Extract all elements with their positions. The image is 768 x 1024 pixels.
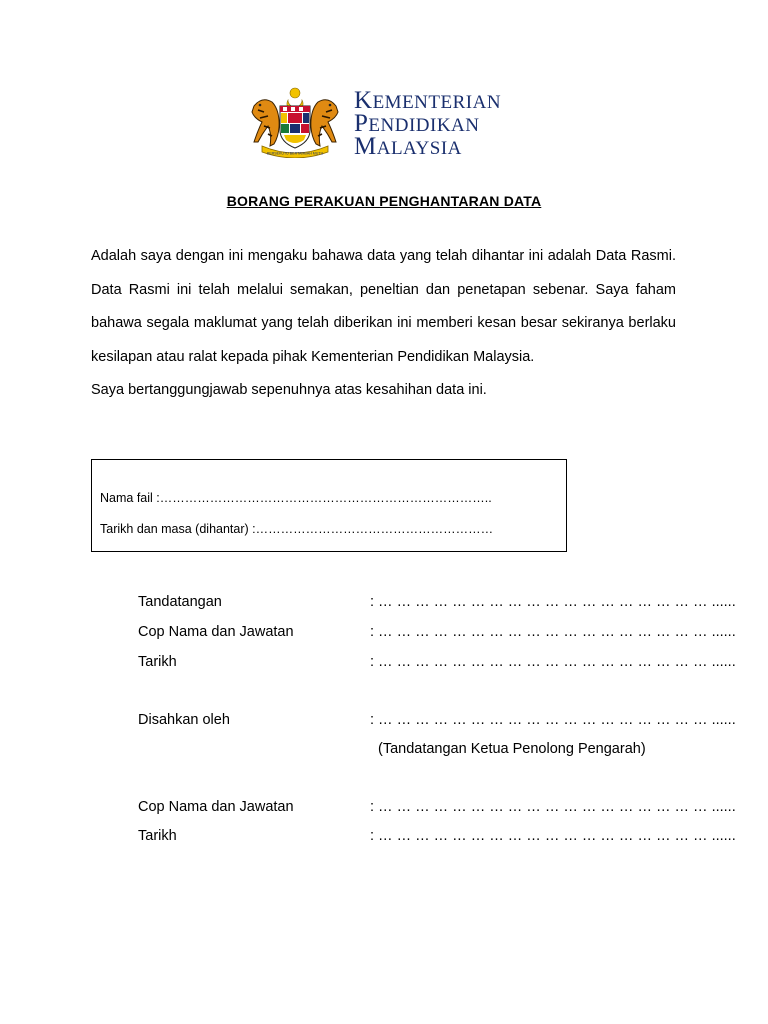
verified-by-label: Disahkan oleh: [138, 712, 230, 728]
ministry-line-1: KEMENTERIAN: [354, 87, 502, 114]
stamp-label-2: Cop Nama dan Jawatan: [138, 799, 294, 815]
stamp-line-2[interactable]: : … … … … … … … … … … … … … … … … … … ......: [370, 799, 736, 815]
ministry-line-3: MALAYSIA: [354, 133, 462, 160]
declaration-paragraph: Adalah saya dengan ini mengaku bahawa data yang telah dihantar ini adalah Data Rasmi. Data Rasmi ini telah melalui semakan, peneltian dan penetapan sebenar. Saya faham bahawa segala maklumat yang telah diberikan ini memberi kesan besar sekiranya berlaku kesilapan atau ralat kepada pihak Kementerian Pendidikan Malaysia.: [91, 248, 676, 365]
date-line[interactable]: : … … … … … … … … … … … … … … … … … … ......: [370, 654, 736, 670]
stamp-label: Cop Nama dan Jawatan: [138, 624, 294, 640]
ministry-line-2: PENDIDIKAN: [354, 110, 480, 137]
file-name-field[interactable]: Nama fail :……………………………………………………………………..: [100, 491, 492, 505]
verified-by-line[interactable]: : … … … … … … … … … … … … … … … … … … ......: [370, 712, 736, 728]
document-title: BORANG PERAKUAN PENGHANTARAN DATA: [226, 193, 542, 209]
submission-datetime-field[interactable]: Tarikh dan masa (dihantar) :…………………………………………………: [100, 522, 494, 536]
date-label: Tarikh: [138, 654, 177, 670]
date-line-2[interactable]: : … … … … … … … … … … … … … … … … … … ......: [370, 828, 736, 844]
stamp-line[interactable]: : … … … … … … … … … … … … … … … … … … ......: [370, 624, 736, 640]
file-info-box: [91, 459, 567, 552]
malaysia-coat-of-arms-icon: [248, 86, 342, 158]
header: [248, 86, 548, 158]
crest-motto: BERSEKUTU BERTAMBAH MUTU: [266, 151, 324, 156]
signature-label: Tandatangan: [138, 594, 222, 610]
verifier-note: (Tandatangan Ketua Penolong Pengarah): [378, 741, 646, 757]
ministry-wordmark: [354, 87, 502, 160]
responsibility-statement: Saya bertanggungjawab sepenuhnya atas kesahihan data ini.: [91, 382, 487, 398]
date-label-2: Tarikh: [138, 828, 177, 844]
signature-line[interactable]: : … … … … … … … … … … … … … … … … … … ......: [370, 594, 736, 610]
declaration-body: [91, 240, 676, 408]
